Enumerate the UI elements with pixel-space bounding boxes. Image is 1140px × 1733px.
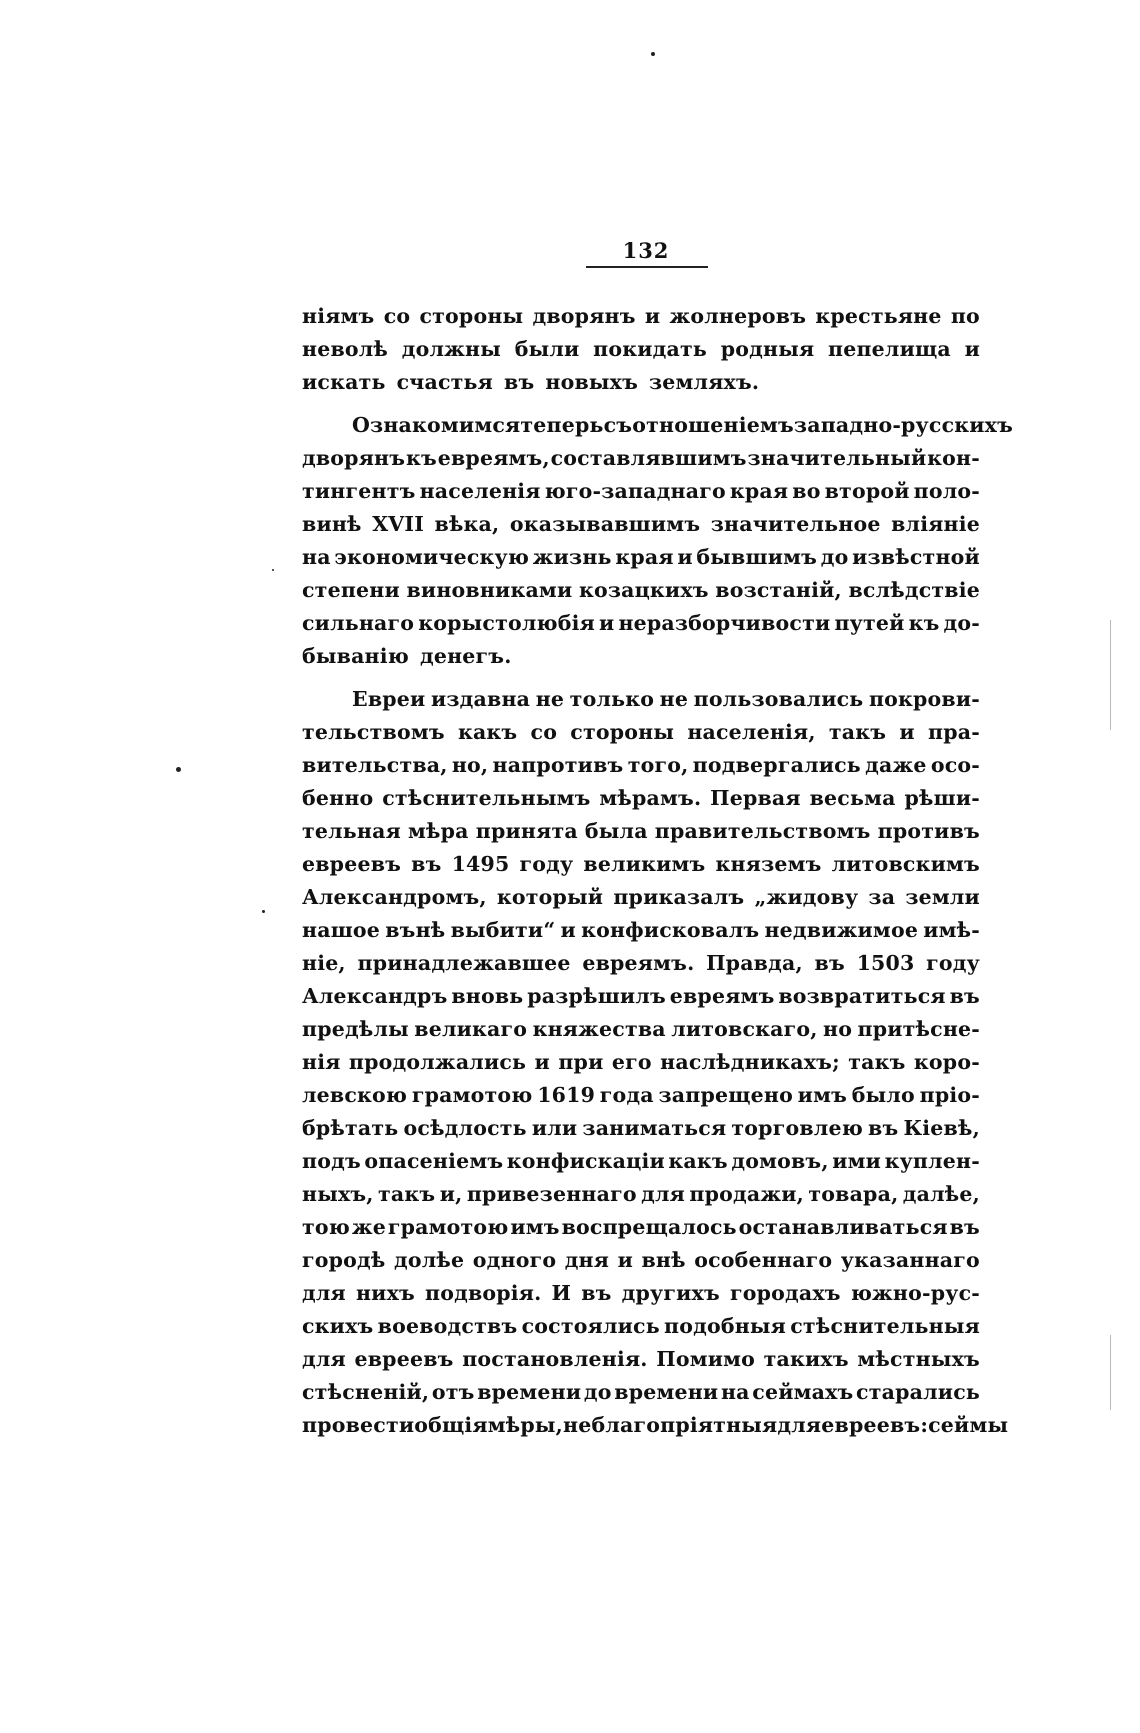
word: княжества: [532, 1017, 666, 1041]
word: принята: [475, 819, 578, 843]
word: имъ: [797, 1083, 848, 1107]
word: левскою: [302, 1083, 408, 1107]
word: такъ: [828, 720, 887, 744]
word: воеводствъ: [377, 1314, 518, 1338]
word: въ: [949, 984, 980, 1008]
word: какъ: [457, 720, 518, 744]
word: воспрещалось: [561, 1215, 737, 1239]
word: мѣрамъ.: [599, 786, 702, 810]
text-line: [302, 815, 980, 848]
word: возвратиться: [778, 984, 946, 1008]
word: домовъ,: [731, 1149, 829, 1173]
word: же: [351, 1215, 387, 1239]
text-line: [302, 1343, 980, 1376]
word: правительствомъ: [654, 819, 871, 843]
word: для: [777, 1413, 822, 1437]
word: внѣ: [641, 1248, 686, 1272]
word: евреевъ:: [821, 1413, 929, 1437]
text-line: [302, 1013, 980, 1046]
word: приказалъ: [613, 885, 745, 909]
word: дворянъ: [532, 304, 636, 328]
word: и: [598, 611, 615, 635]
word: южно-рус-: [850, 1281, 980, 1305]
word: нашое: [302, 918, 381, 942]
word: притѣсне-: [857, 1017, 980, 1041]
text-line: [302, 1310, 980, 1343]
word: года: [599, 1083, 654, 1107]
word: сеймахъ: [752, 1380, 854, 1404]
word: и: [899, 720, 915, 744]
word: подобныя: [664, 1314, 787, 1338]
text-line: [302, 640, 980, 673]
word: населенія,: [687, 720, 816, 744]
word: до-: [943, 611, 980, 635]
word: вслѣдствіе: [848, 578, 980, 602]
word: тингентъ: [302, 479, 416, 503]
word: даже: [865, 753, 927, 777]
text-line: [302, 848, 980, 881]
word: 1495: [451, 852, 510, 876]
text-line: [302, 1409, 1009, 1442]
word: который: [496, 885, 604, 909]
word: состоялись: [521, 1314, 660, 1338]
word: „жидову: [754, 885, 859, 909]
word: но,: [451, 753, 489, 777]
word: коро-: [913, 1050, 980, 1074]
word: къ: [406, 446, 437, 470]
ink-speck: [651, 52, 655, 56]
word: наслѣдникахъ;: [660, 1050, 840, 1074]
word: населенія: [419, 479, 541, 503]
text-line: [302, 1211, 980, 1244]
word: евреямъ.: [582, 951, 695, 975]
word: и,: [439, 1182, 463, 1206]
word: сеймы: [928, 1413, 1009, 1437]
word: новыхъ: [545, 370, 639, 394]
word: до: [820, 545, 849, 569]
word: неразборчивости: [618, 611, 831, 635]
text-line: [302, 541, 980, 574]
word: и: [644, 304, 661, 328]
text-line: [302, 1046, 980, 1079]
word: къ: [908, 611, 940, 635]
text-line: [302, 1079, 980, 1112]
word: провести: [302, 1413, 415, 1437]
word: времени: [614, 1380, 719, 1404]
word: только: [569, 687, 655, 711]
text-line: [302, 749, 980, 782]
ink-speck: [176, 767, 181, 772]
word: старались: [856, 1380, 980, 1404]
word: на: [720, 1380, 750, 1404]
text-line: [302, 947, 980, 980]
word: вънѣ: [385, 918, 446, 942]
word: въ: [581, 1281, 612, 1305]
word: по: [950, 304, 980, 328]
text-line: [302, 366, 980, 399]
word: такъ: [378, 1182, 436, 1206]
text-line: [302, 881, 980, 914]
word: извѣстной: [852, 545, 980, 569]
word: мѣстныхъ: [857, 1347, 980, 1371]
word: указаннаго: [840, 1248, 980, 1272]
page-number: 132: [622, 238, 670, 263]
word: княземъ: [715, 852, 822, 876]
word: въ: [814, 951, 845, 975]
word: евреямъ: [669, 984, 775, 1008]
word: 1619: [537, 1083, 596, 1107]
word: значительное: [710, 512, 881, 536]
word: стѣсненій,: [302, 1380, 430, 1404]
word: козацкихъ: [578, 578, 709, 602]
word: подвергались: [692, 753, 861, 777]
word: но: [823, 1017, 853, 1041]
text-line: [302, 1145, 980, 1178]
word: и: [617, 1248, 633, 1272]
word: противъ: [877, 819, 980, 843]
scan-margin-line: [1110, 1335, 1111, 1410]
text-line: [302, 1277, 980, 1310]
body-text: [302, 300, 1014, 1452]
word: Первая: [710, 786, 801, 810]
word: евреевъ: [354, 1347, 454, 1371]
text-line: [302, 442, 980, 475]
word: земляхъ.: [649, 370, 760, 394]
word: кон-: [927, 446, 980, 470]
word: подъ: [302, 1149, 361, 1173]
word: торговлею: [731, 1116, 863, 1140]
word: неволѣ: [302, 337, 389, 361]
word: предѣлы: [302, 1017, 409, 1041]
word: подворія.: [425, 1281, 542, 1305]
word: продолжались: [348, 1050, 527, 1074]
word: путей: [834, 611, 905, 635]
word: была: [584, 819, 648, 843]
word: весьма: [809, 786, 896, 810]
text-line: [302, 782, 980, 815]
word: оказывавшимъ: [509, 512, 701, 536]
scan-margin-line: [1110, 620, 1111, 730]
word: постановленія.: [462, 1347, 648, 1371]
word: какъ: [668, 1149, 728, 1173]
word: брѣтать: [302, 1116, 399, 1140]
text-line: [302, 475, 980, 508]
word: городахъ: [729, 1281, 841, 1305]
word: великимъ: [583, 852, 706, 876]
page-number-rule: [586, 266, 708, 268]
word: должны: [401, 337, 502, 361]
word: было: [851, 1083, 915, 1107]
word: издавна: [430, 687, 531, 711]
word: разрѣшилъ: [527, 984, 666, 1008]
word: товара,: [808, 1182, 899, 1206]
word: тельствомъ: [302, 720, 445, 744]
word: ніямъ: [302, 304, 375, 328]
word: значительный: [747, 446, 927, 470]
word: такъ: [848, 1050, 906, 1074]
word: Александромъ,: [302, 885, 487, 909]
text-line: [302, 716, 980, 749]
word: конфисковалъ: [581, 918, 760, 942]
word: году: [519, 852, 574, 876]
word: грамотою: [387, 1215, 509, 1239]
word: вѣка,: [434, 512, 500, 536]
word: Помимо: [656, 1347, 756, 1371]
word: края: [729, 479, 789, 503]
word: напротивъ: [492, 753, 624, 777]
word: евреямъ,: [437, 446, 550, 470]
word: отношеніемъ: [632, 413, 794, 437]
word: возстаній,: [715, 578, 842, 602]
word: ими: [832, 1149, 882, 1173]
word: Евреи: [352, 687, 426, 711]
text-line: [302, 683, 980, 716]
word: сильнаго: [302, 611, 415, 635]
word: заниматься: [582, 1116, 727, 1140]
word: году: [926, 951, 980, 975]
word: мѣры,: [487, 1413, 564, 1437]
word: бенно: [302, 786, 374, 810]
word: не: [659, 687, 689, 711]
word: рѣши-: [904, 786, 980, 810]
word: искать: [302, 370, 386, 394]
word: времени: [477, 1380, 582, 1404]
word: или: [531, 1116, 578, 1140]
word: винѣ: [302, 512, 362, 536]
word: въ: [868, 1116, 899, 1140]
word: далѣе,: [902, 1182, 980, 1206]
word: въ: [949, 1215, 980, 1239]
word: стороны: [570, 720, 675, 744]
word: поло-: [913, 479, 980, 503]
word: за: [868, 885, 896, 909]
word: быванію: [302, 644, 409, 668]
word: и: [677, 545, 693, 569]
word: пользовались: [693, 687, 864, 711]
word: покрови-: [868, 687, 980, 711]
word: покидать: [593, 337, 707, 361]
word: недвижимое: [764, 918, 919, 942]
word: неблагопріятныя: [563, 1413, 778, 1437]
word: общія: [414, 1413, 488, 1437]
word: второй: [824, 479, 910, 503]
word: теперь: [520, 413, 604, 437]
word: нія: [302, 1050, 341, 1074]
text-line: [302, 508, 980, 541]
word: вліяніе: [891, 512, 980, 536]
word: останавливаться: [738, 1215, 948, 1239]
word: дворянъ: [302, 446, 406, 470]
word: жолнеровъ: [669, 304, 807, 328]
word: особеннаго: [694, 1248, 833, 1272]
word: одного: [472, 1248, 557, 1272]
word: съ: [603, 413, 633, 437]
word: стороны: [419, 304, 524, 328]
word: западно-русскихъ: [793, 413, 1014, 437]
word: были: [514, 337, 580, 361]
word: выбити“: [450, 918, 556, 942]
word: 1503: [856, 951, 915, 975]
ink-speck: [272, 569, 274, 571]
word: юго-западнаго: [544, 479, 726, 503]
word: не: [535, 687, 565, 711]
paragraph: [302, 409, 1014, 673]
word: конфискаціи: [506, 1149, 665, 1173]
text-line: [302, 333, 980, 366]
word: и: [560, 918, 576, 942]
text-line: [302, 607, 980, 640]
text-line: [302, 300, 980, 333]
word: пріо-: [919, 1083, 980, 1107]
word: корыстолюбія: [418, 611, 595, 635]
text-line: [302, 914, 980, 947]
word: родныя: [720, 337, 815, 361]
word: бывшимъ: [696, 545, 818, 569]
word: при: [558, 1050, 604, 1074]
word: денегъ.: [419, 644, 512, 668]
word: того,: [627, 753, 689, 777]
word: и: [964, 337, 980, 361]
word: экономическую: [334, 545, 530, 569]
word: для: [302, 1281, 346, 1305]
word: вительства,: [302, 753, 448, 777]
word: въ: [504, 370, 535, 394]
word: Правда,: [706, 951, 803, 975]
word: И: [551, 1281, 572, 1305]
text-line: [302, 1112, 980, 1145]
word: принадлежавшее: [357, 951, 571, 975]
word: пепелища: [828, 337, 951, 361]
text-line: [302, 1244, 980, 1277]
word: Кіевѣ,: [903, 1116, 980, 1140]
word: запрещено: [658, 1083, 793, 1107]
word: куплен-: [884, 1149, 980, 1173]
paragraph: [302, 300, 980, 399]
word: городѣ: [302, 1248, 386, 1272]
text-line: [302, 1178, 980, 1211]
word: тельная: [302, 819, 401, 843]
word: отъ: [431, 1380, 475, 1404]
word: продажи,: [689, 1182, 804, 1206]
word: стѣснительныя: [790, 1314, 980, 1338]
word: во: [792, 479, 821, 503]
word: составлявшимъ: [550, 446, 747, 470]
text-line: [302, 980, 980, 1013]
word: грамотою: [411, 1083, 533, 1107]
word: дня: [564, 1248, 610, 1272]
word: литовскаго,: [671, 1017, 818, 1041]
word: и: [534, 1050, 550, 1074]
word: до: [583, 1380, 612, 1404]
word: скихъ: [302, 1314, 374, 1338]
word: его: [611, 1050, 652, 1074]
word: пра-: [928, 720, 980, 744]
text-line: [302, 409, 1014, 442]
word: великаго: [414, 1017, 528, 1041]
word: нихъ: [355, 1281, 415, 1305]
word: имъ: [510, 1215, 560, 1239]
word: виновниками: [406, 578, 573, 602]
word: въ: [411, 852, 442, 876]
word: счастья: [396, 370, 494, 394]
word: со: [383, 304, 411, 328]
word: осѣдлость: [403, 1116, 527, 1140]
text-line: [302, 1376, 980, 1409]
word: крестьяне: [815, 304, 942, 328]
word: земли: [905, 885, 980, 909]
word: евреевъ: [302, 852, 402, 876]
word: на: [302, 545, 331, 569]
word: вновь: [451, 984, 524, 1008]
paragraph: [302, 683, 1009, 1442]
word: другихъ: [621, 1281, 720, 1305]
word: литовскимъ: [831, 852, 980, 876]
text-line: [302, 574, 980, 607]
word: стѣснительнымъ: [382, 786, 591, 810]
word: со: [530, 720, 558, 744]
word: долѣе: [394, 1248, 465, 1272]
word: мѣра: [408, 819, 469, 843]
word: для: [302, 1347, 346, 1371]
word: опасеніемъ: [364, 1149, 504, 1173]
word: имѣ-: [923, 918, 980, 942]
word: XVII: [372, 512, 424, 536]
word: жизнь: [532, 545, 612, 569]
word: Александръ: [302, 984, 448, 1008]
word: такихъ: [763, 1347, 849, 1371]
word: края: [615, 545, 674, 569]
word: тою: [302, 1215, 350, 1239]
word: ныхъ,: [302, 1182, 374, 1206]
word: для: [641, 1182, 685, 1206]
word: осо-: [930, 753, 980, 777]
word: степени: [302, 578, 400, 602]
word: ніе,: [302, 951, 346, 975]
ink-speck: [262, 910, 265, 913]
word: привезеннаго: [466, 1182, 637, 1206]
word: Ознакомимся: [352, 413, 521, 437]
